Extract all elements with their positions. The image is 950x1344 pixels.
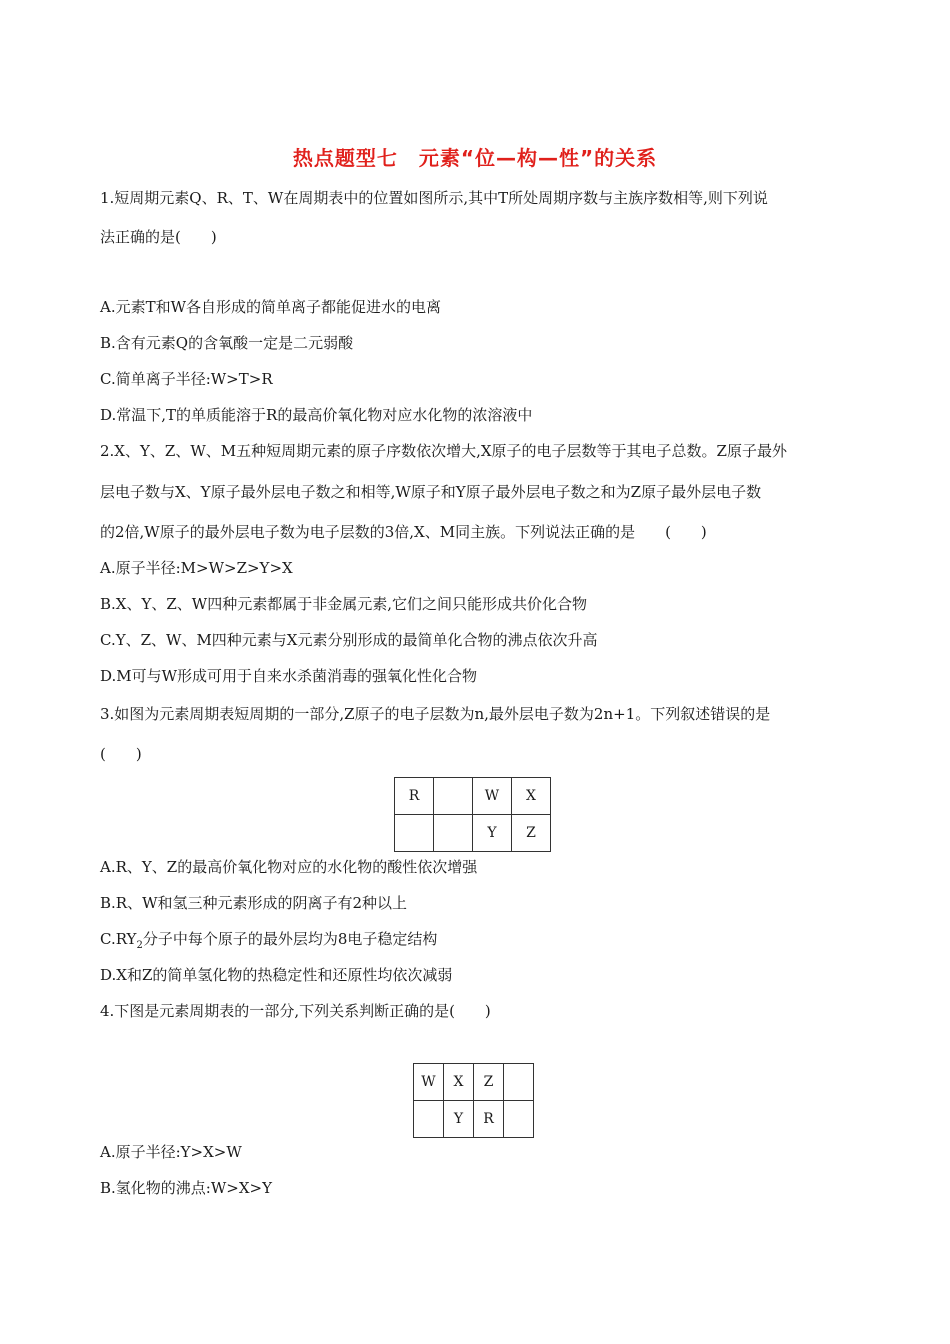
table-cell: Z [512, 815, 551, 852]
q3-periodic-table-fragment [394, 777, 551, 852]
table-cell [434, 778, 473, 815]
table-cell: W [473, 778, 512, 815]
table-row [414, 1101, 534, 1138]
q3-option-d: D.X和Z的简单氢化物的热稳定性和还原性均依次减弱 [100, 966, 453, 984]
table-cell [434, 815, 473, 852]
q3-stem-line-2: ( ) [100, 745, 142, 763]
table-cell: Y [473, 815, 512, 852]
table-cell: R [474, 1101, 504, 1138]
q4-option-b: B.氢化物的沸点:W>X>Y [100, 1179, 272, 1197]
q3-option-c [100, 929, 437, 956]
q2-stem-line-1: 2.X、Y、Z、W、M五种短周期元素的原子序数依次增大,X原子的电子层数等于其电子总数。Z原子最外 [100, 442, 787, 460]
table-cell: W [414, 1064, 444, 1101]
table-cell [414, 1101, 444, 1138]
q2-stem-line-3: 的2倍,W原子的最外层电子数为电子层数的3倍,X、M同主族。下列说法正确的是 ( ) [100, 523, 707, 541]
q3-option-b: B.R、W和氢三种元素形成的阴离子有2种以上 [100, 894, 408, 912]
table-row [395, 815, 551, 852]
page-title: 热点题型七 元素“位—构—性”的关系 [292, 146, 658, 170]
table-cell [395, 815, 434, 852]
table-cell [504, 1101, 534, 1138]
q1-option-d: D.常温下,T的单质能溶于R的最高价氧化物对应水化物的浓溶液中 [100, 406, 533, 424]
q4-stem: 4.下图是元素周期表的一部分,下列关系判断正确的是( ) [100, 1002, 491, 1020]
q3-option-a: A.R、Y、Z的最高价氧化物对应的水化物的酸性依次增强 [100, 858, 478, 876]
q3-stem-line-1: 3.如图为元素周期表短周期的一部分,Z原子的电子层数为n,最外层电子数为2n+1。下列叙述错误的是 [100, 705, 771, 723]
q2-stem-line-2: 层电子数与X、Y原子最外层电子数之和相等,W原子和Y原子最外层电子数之和为Z原子最外层电子数 [100, 483, 762, 501]
q3-option-c-text: 分子中每个原子的最外层均为8电子稳定结构 [142, 930, 438, 948]
q4-option-a: A.原子半径:Y>X>W [100, 1143, 242, 1161]
q2-option-b: B.X、Y、Z、W四种元素都属于非金属元素,它们之间只能形成共价化合物 [100, 595, 587, 613]
table-cell: X [444, 1064, 474, 1101]
q1-stem-line-1: 1.短周期元素Q、R、T、W在周期表中的位置如图所示,其中T所处周期序数与主族序数相等,则下列说 [100, 189, 768, 207]
q2-option-d: D.M可与W形成可用于自来水杀菌消毒的强氧化性化合物 [100, 667, 478, 685]
table-cell: Z [474, 1064, 504, 1101]
table-cell: Y [444, 1101, 474, 1138]
q2-option-a: A.原子半径:M>W>Z>Y>X [100, 559, 293, 577]
table-cell: X [512, 778, 551, 815]
table-cell: R [395, 778, 434, 815]
q1-option-c: C.简单离子半径:W>T>R [100, 370, 273, 388]
q2-option-c: C.Y、Z、W、M四种元素与X元素分别形成的最简单化合物的沸点依次升高 [100, 631, 598, 649]
table-row [414, 1064, 534, 1101]
q3-option-c-prefix: C.RY [100, 930, 137, 948]
q1-option-a: A.元素T和W各自形成的简单离子都能促进水的电离 [100, 298, 442, 316]
q4-periodic-table-fragment [413, 1063, 534, 1138]
table-cell [504, 1064, 534, 1101]
table-row [395, 778, 551, 815]
q1-stem-line-2: 法正确的是( ) [100, 228, 217, 246]
q3-option-c-subscript: 2 [136, 940, 143, 951]
q1-option-b: B.含有元素Q的含氧酸一定是二元弱酸 [100, 334, 354, 352]
